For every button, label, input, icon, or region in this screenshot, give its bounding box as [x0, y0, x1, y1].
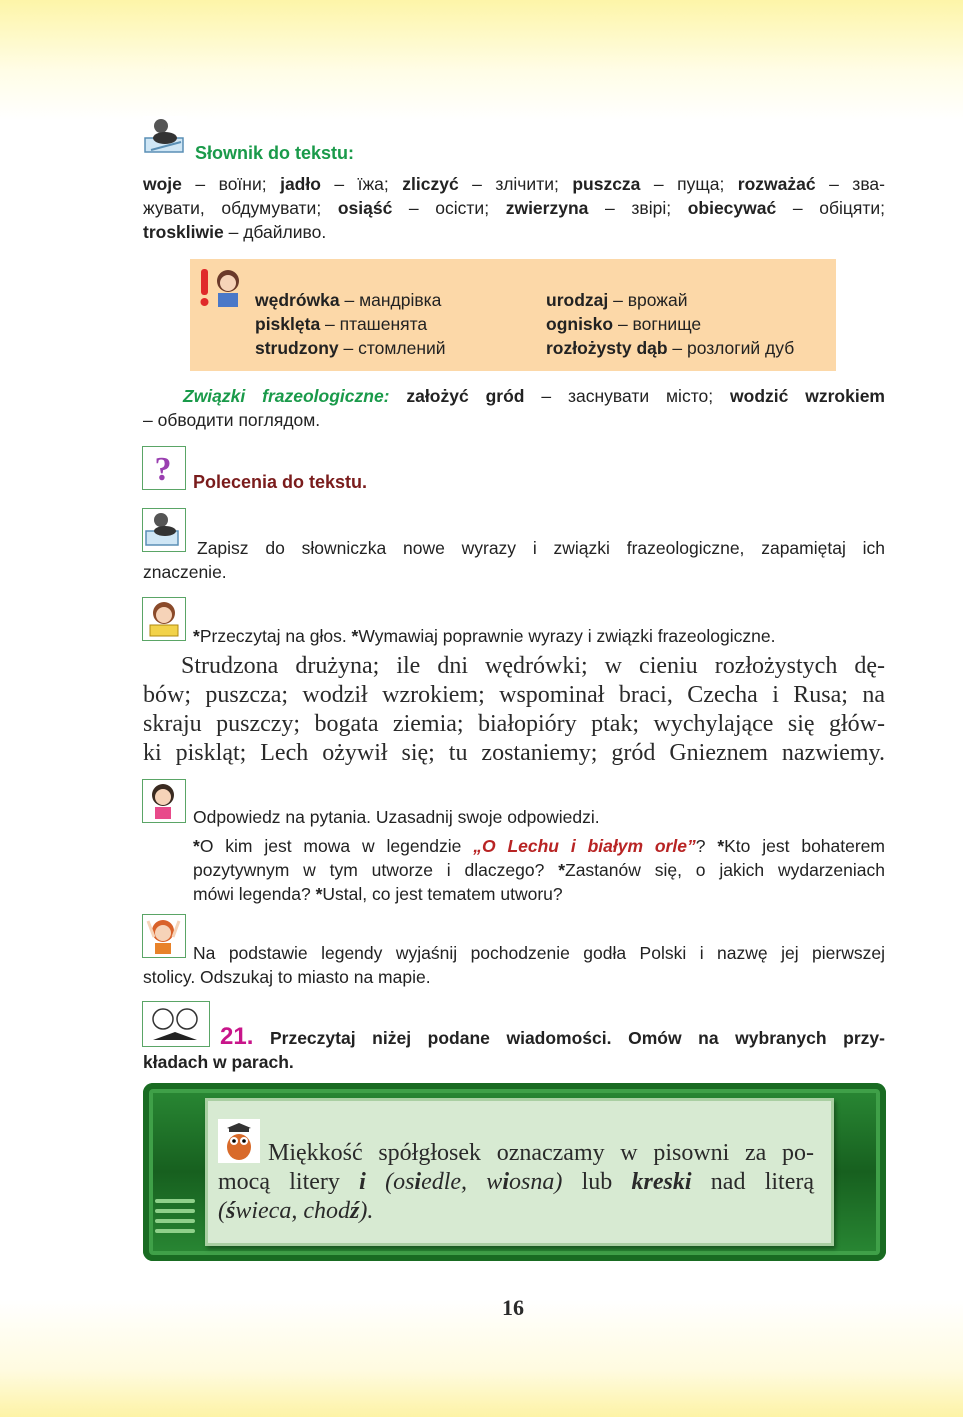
term-osiasc: osiąść [337, 198, 393, 218]
question-1: O kim jest mowa w legendzie [199, 836, 474, 856]
trans-obiecywac: – обіцяти; [776, 198, 886, 218]
rule-text-fragment: nad literą [691, 1169, 814, 1195]
term-puszcza: puszcza [572, 174, 641, 194]
trans-rozwazac: – зва- [815, 174, 885, 194]
zwiazki-line-2: – обводити поглядом. [143, 410, 321, 430]
example-fragment: ). [359, 1198, 374, 1224]
slownik-line-1 [143, 172, 885, 196]
question-4: Ustal, co jest tematem utworu? [322, 884, 563, 904]
trans-troskliwie: – дбайливо. [223, 222, 327, 242]
exercise-instruction: Przeczytaj niżej podane wiadomości. Omów na wybranych przy- [269, 1028, 885, 1048]
question-3-cont: mówi legenda? [193, 884, 316, 904]
trans-osiasc: – осісти; [392, 198, 506, 218]
question-2-cont: pozytywnym w tym utworze i dlaczego? [193, 860, 559, 880]
vocab-term: urodzaj [546, 290, 609, 310]
star-marker: * [315, 884, 323, 904]
odpowiedz-title: Odpowiedz na pytania. Uzasadnij swoje odpowiedzi. [193, 807, 600, 827]
question-mark-icon [142, 446, 186, 490]
exercise-number: 21. [220, 1023, 254, 1050]
zapisz-line-1: Zapisz do słowniczka nowe wyrazy i związki frazeologiczne, zapamiętaj ich [197, 538, 885, 558]
letter-z-acute: ź [349, 1198, 360, 1224]
exercise-line-2: kładach w parach. [143, 1052, 294, 1072]
vocab-term: pisklęta [255, 314, 321, 334]
question-3: Zastanów się, o jakich wydarzeniach [565, 860, 885, 880]
vocab-term: strudzony [255, 338, 339, 358]
trans-zwierzyna: – звірі; [588, 198, 688, 218]
page-number: 16 [502, 1295, 524, 1320]
podstawie-line-2: stolicy. Odszukaj to miasto na mapie. [143, 967, 431, 987]
vocab-item [546, 312, 794, 336]
zwiazki-paragraph [143, 384, 885, 432]
reading-aloud-girl-icon [142, 597, 186, 641]
slownik-paragraph [143, 172, 885, 244]
vocab-term: wędrówka [255, 290, 340, 310]
star-marker: * [351, 626, 359, 646]
vocab-item [546, 336, 794, 360]
star-marker: * [558, 860, 565, 880]
attention-girl-icon [198, 265, 244, 309]
letter-s-acute: ś [226, 1198, 236, 1224]
term-zliczyc: zliczyć [402, 174, 459, 194]
przeczytaj-task-b: Wymawiaj poprawnie wyrazy i związki frazeologiczne. [358, 626, 776, 646]
example-fragment: osna) [509, 1169, 563, 1195]
star-marker: * [193, 626, 200, 646]
question-1-end: ? [695, 836, 718, 856]
slownik-title: Słownik do tekstu: [195, 143, 355, 163]
odpowiedz-line-1 [193, 834, 885, 858]
trans-woje: – воїни; [181, 174, 281, 194]
phrases-paragraph [143, 652, 885, 768]
vocab-box [190, 259, 836, 371]
vocab-item [255, 336, 446, 360]
legend-title: „O Lechu i białym orle” [473, 836, 696, 856]
rule-line-2 [218, 1168, 814, 1197]
question-2: Kto jest bohaterem [724, 836, 885, 856]
vocab-term: ognisko [546, 314, 614, 334]
slownik-line-2 [143, 196, 885, 220]
exercise-21 [143, 1025, 885, 1074]
vocab-item [255, 312, 446, 336]
rule-line-3 [218, 1197, 814, 1226]
odpowiedz-line-2 [193, 858, 885, 882]
vocab-left-column [255, 288, 446, 360]
trans-puszcza: – пуща; [640, 174, 738, 194]
zwiazki-line-1 [143, 384, 885, 408]
vocab-right-column [546, 288, 794, 360]
kreski-term: kreski [631, 1169, 692, 1195]
svg-text:?: ? [154, 451, 172, 488]
podstawie-line-1: Na podstawie legendy wyjaśnij pochodzenie godła Polski i nazwę jej pierwszej [193, 943, 885, 963]
rule-board [143, 1083, 886, 1261]
odpowiedz-questions [193, 834, 885, 906]
zwiazki-label: Związki frazeologiczne: [183, 386, 390, 406]
phrase-line: ki piskląt; Lech ożywił się; tu zostaniemy; gród Gnieznem nazwiemy. [143, 740, 885, 766]
vocab-translation: – врожай [608, 290, 688, 310]
trans-jadlo: – їжа; [320, 174, 403, 194]
example-fragment: ( [218, 1198, 226, 1224]
zapisz-paragraph [143, 536, 885, 584]
exercise-line-1 [143, 1025, 885, 1050]
trans-zliczyc: – злічити; [458, 174, 573, 194]
reading-student-icon [143, 116, 187, 156]
phrase-line: skraju puszczy; bogata ziemia; białopióry ptak; wychylające się głów- [143, 711, 885, 737]
example-fragment: wieca, chod [235, 1198, 350, 1224]
zapisz-line-2: znaczenie. [143, 562, 227, 582]
vocab-translation: – стомлений [338, 338, 446, 358]
podstawie-paragraph [143, 941, 885, 989]
term-jadlo: jadło [280, 174, 321, 194]
vocab-translation: – мандрівка [339, 290, 442, 310]
vocab-translation: – пташенята [320, 314, 428, 334]
term-rozwazac: rozważać [737, 174, 816, 194]
phrase-translation: – заснувати місто; [524, 386, 731, 406]
letter-i: i [414, 1169, 422, 1195]
term-troskliwie: troskliwie [143, 222, 224, 242]
example-fragment: edle, w [421, 1169, 503, 1195]
phrase-wodzic-wzrokiem: wodzić wzrokiem [730, 386, 885, 406]
thinking-girl-icon [142, 779, 186, 823]
term-woje: woje [143, 174, 182, 194]
star-marker: * [717, 836, 725, 856]
vocab-translation: – розлогий дуб [667, 338, 795, 358]
board-panel [205, 1098, 834, 1246]
letter-i: i [502, 1169, 509, 1195]
phrase-zalozyc-grod: założyć gród [406, 386, 525, 406]
vocab-term: rozłożysty dąb [546, 338, 668, 358]
rule-text-fragment: mocą litery [218, 1169, 360, 1195]
przeczytaj-task-a: Przeczytaj na głos. [199, 626, 352, 646]
polecenia-title: Polecenia do tekstu. [193, 472, 368, 492]
vocab-item [546, 288, 794, 312]
phrase-line: Strudzona drużyna; ile dni wędrówki; w cieniu rozłożystych dę- [181, 653, 885, 679]
board-tray [155, 1193, 195, 1243]
term-obiecywac: obiecywać [687, 198, 777, 218]
odpowiedz-line-3 [193, 882, 885, 906]
vocab-translation: – вогнище [613, 314, 702, 334]
star-marker: * [193, 836, 200, 856]
rule-line-1: Miękkość spółgłosek oznaczamy w pisowni za po- [268, 1140, 814, 1166]
vocab-item [255, 288, 446, 312]
trans-rozwazac-cont: жувати, обдумувати; [143, 198, 338, 218]
term-zwierzyna: zwierzyna [505, 198, 589, 218]
przeczytaj-line [193, 624, 775, 648]
example-fragment: (os [365, 1169, 415, 1195]
rule-text-fragment: lub [562, 1169, 632, 1195]
phrase-line: bów; puszcza; wodził wzrokiem; wspominał braci, Czecha i Rusa; na [143, 682, 885, 708]
letter-i: i [359, 1169, 366, 1195]
slownik-line-3 [143, 220, 885, 244]
rule-text [218, 1139, 814, 1226]
